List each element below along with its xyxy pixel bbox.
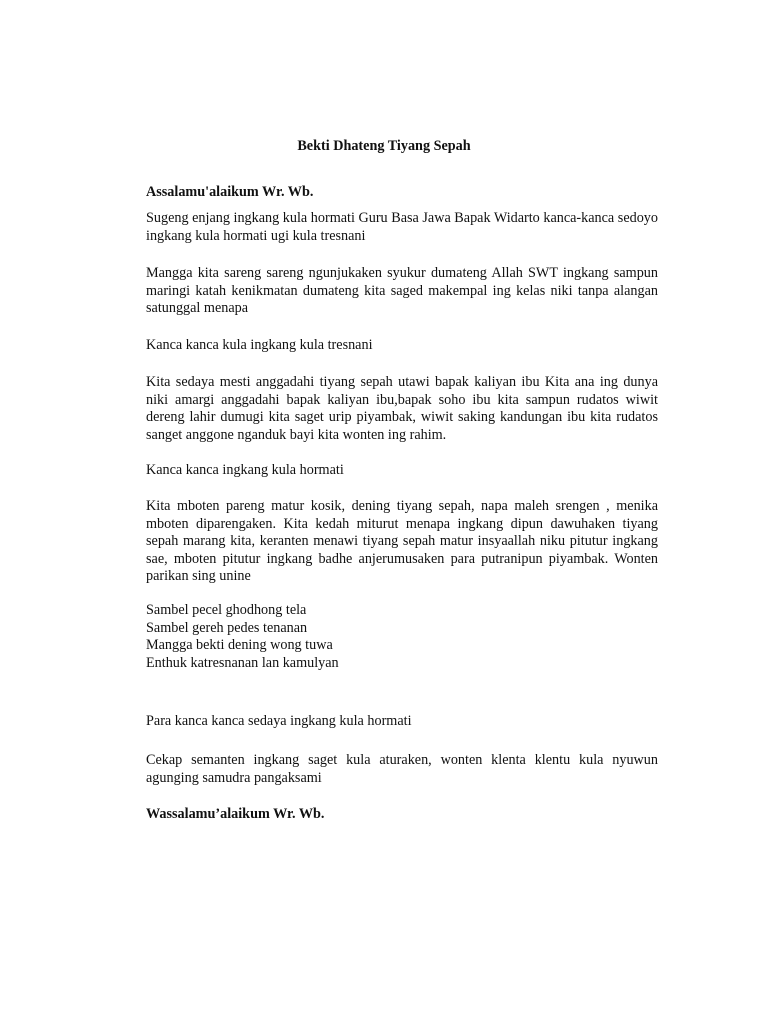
paragraph-opening: Sugeng enjang ingkang kula hormati Guru Basa Jawa Bapak Widarto kanca-kanca sedoyo ingkang kula hormati ugi kula tresnani bbox=[146, 210, 658, 244]
paragraph-address-2: Kanca kanca ingkang kula hormati bbox=[146, 462, 344, 478]
parikan-line: Sambel pecel ghodhong tela bbox=[146, 602, 307, 618]
paragraph-address-1: Kanca kanca kula ingkang kula tresnani bbox=[146, 337, 373, 353]
paragraph-address-3: Para kanca kanca sedaya ingkang kula hormati bbox=[146, 713, 412, 729]
paragraph-closing: Cekap semanten ingkang saget kula aturaken, wonten klenta klentu kula nyuwun agunging samudra pangaksami bbox=[146, 752, 658, 786]
paragraph-parents: Kita sedaya mesti anggadahi tiyang sepah utawi bapak kaliyan ibu Kita ana ing dunya niki amargi anggadahi bapak kaliyan ibu,bapak soho ibu kita sampun rudatos wiwit dereng lahir dumugi kita saget urip piyambak, wiwit saking kandungan ibu kita rudatos sanget anggone nganduk bayi kita wonten ing rahim. bbox=[146, 374, 658, 443]
document-title: Bekti Dhateng Tiyang Sepah bbox=[297, 138, 471, 154]
parikan-verse bbox=[146, 602, 658, 672]
parikan-line: Enthuk katresnanan lan kamulyan bbox=[146, 654, 339, 671]
parikan-line: Mangga bekti dening wong tuwa bbox=[146, 637, 333, 653]
parikan-line: Sambel gereh pedes tenanan bbox=[146, 619, 308, 636]
paragraph-advice: Kita mboten pareng matur kosik, dening tiyang sepah, napa maleh srengen , menika mboten diparengaken. Kita kedah miturut menapa ingkang dipun dawuhaken tiyang sepah marang kita, keranten menawi tiyang sepah matur insyaallah niku pitutur ingkang sae, mboten pitutur ingkang badhe anjerumusaken para putranipun piyambak. Wonten parikan sing unine bbox=[146, 498, 658, 584]
paragraph-gratitude: Mangga kita sareng sareng ngunjukaken syukur dumateng Allah SWT ingkang sampun maringi katah kenikmatan dumateng kita saged makempal ing kelas niki tanpa alangan satunggal menapa bbox=[146, 265, 658, 316]
farewell: Wassalamu’alaikum Wr. Wb. bbox=[146, 806, 325, 822]
greeting: Assalamu'alaikum Wr. Wb. bbox=[146, 184, 314, 200]
